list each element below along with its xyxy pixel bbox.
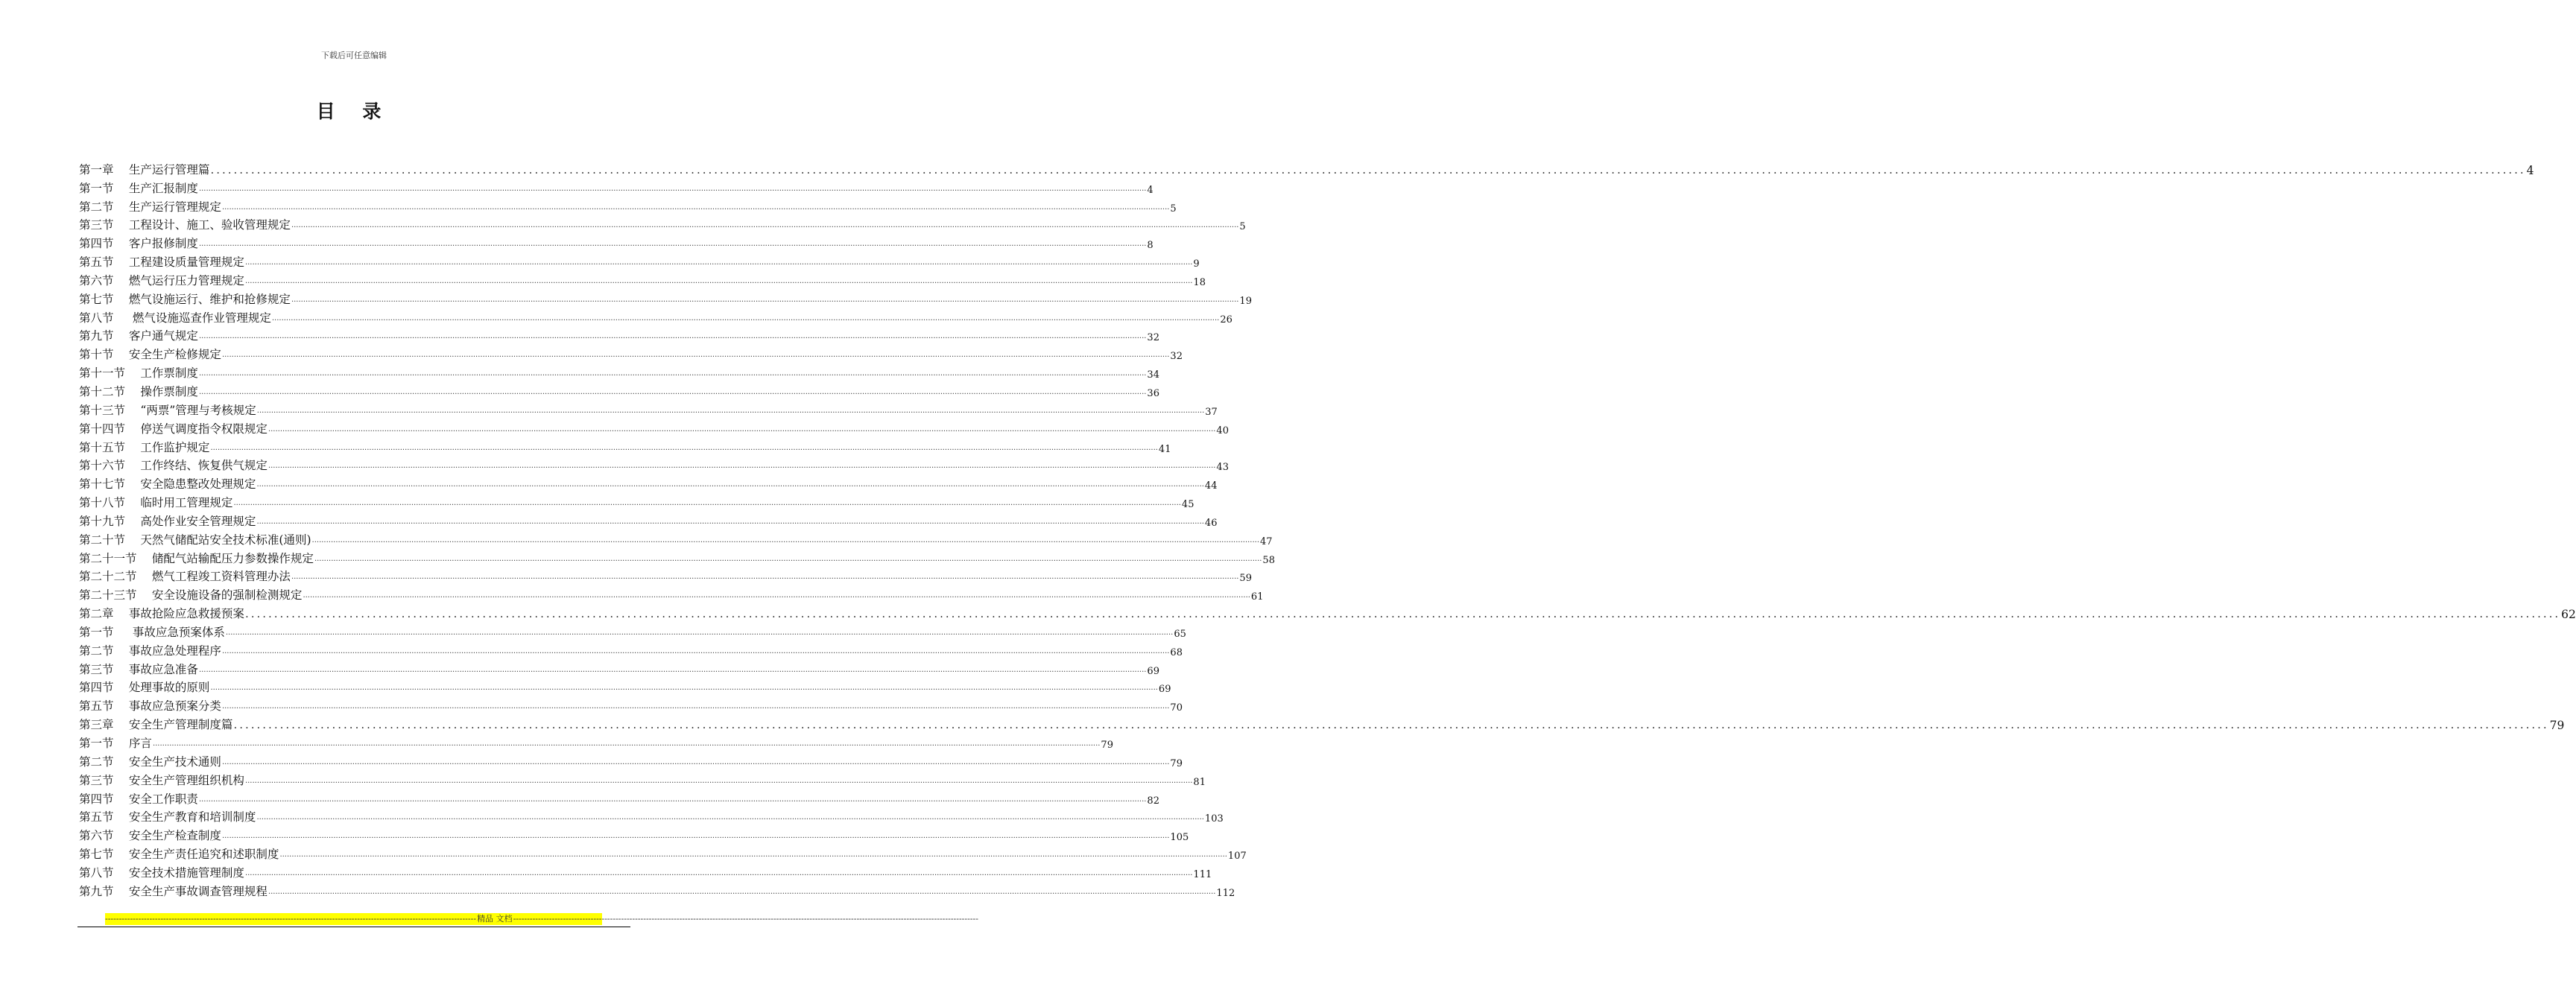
toc-entry-label: 第三节 事故应急准备 <box>79 662 198 676</box>
toc-section-entry[interactable] <box>79 492 1194 511</box>
toc-entry-page-number: 37 <box>1205 406 1218 418</box>
toc-section-entry[interactable] <box>79 529 1273 547</box>
toc-chapter-entry[interactable] <box>79 159 2534 177</box>
toc-leader-dots: ................................................................................................................................................................................................................................................................................................................................................................................................................ <box>268 887 1216 896</box>
toc-entry-page-number: 45 <box>1181 499 1194 511</box>
toc-leader-dots: ................................................................................................................................................................................................................................................................................................................................................................................................................ <box>244 776 1193 785</box>
toc-leader-dots: ................................................................................................................................................................................................................................................................................................................................................................................................................ <box>198 184 1147 193</box>
toc-section-entry[interactable] <box>79 788 1159 807</box>
toc-section-entry[interactable] <box>79 510 1218 529</box>
toc-entry-label: 第十五节 工作监护规定 <box>79 440 210 454</box>
header-note: 下载后可任意编辑 <box>321 51 387 60</box>
toc-section-entry[interactable] <box>79 824 1189 844</box>
toc-entry-label: 第五节 事故应急预案分类 <box>79 699 221 714</box>
toc-section-entry[interactable] <box>79 325 1159 344</box>
toc-entry-label: 第三节 工程设计、施工、验收管理规定 <box>79 218 291 232</box>
toc-leader-dots: ................................................................................................................................................................................................................................................................................................................................................................................................................ <box>210 162 2526 177</box>
toc-entry-label: 第八节 安全技术措施管理制度 <box>79 865 244 880</box>
toc-entry-page-number: 107 <box>1227 851 1247 862</box>
toc-leader-dots: ................................................................................................................................................................................................................................................................................................................................................................................................................ <box>198 665 1147 674</box>
toc-entry-label: 第八节 燃气设施巡查作业管理规定 <box>79 311 271 325</box>
footer-text: 精品 文档 <box>477 914 513 924</box>
toc-entry-page-number: 79 <box>1170 757 1183 769</box>
toc-entry-label: 第六节 安全生产检查制度 <box>79 829 221 843</box>
toc-entry-label: 第一节 序言 <box>79 737 152 750</box>
toc-section-entry[interactable] <box>79 621 1186 640</box>
toc-entry-page-number: 19 <box>1239 295 1252 307</box>
toc-section-entry[interactable] <box>79 658 1159 677</box>
toc-chapter-entry[interactable] <box>79 603 2576 622</box>
toc-entry-label: 第十三节 “两票”管理与考核规定 <box>79 403 256 417</box>
toc-entry-page-number: 8 <box>1147 240 1153 252</box>
toc-entry-page-number: 112 <box>1216 887 1235 899</box>
toc-entry-page-number: 5 <box>1239 221 1246 233</box>
toc-entry-page-number: 47 <box>1260 536 1273 547</box>
toc-leader-dots: ................................................................................................................................................................................................................................................................................................................................................................................................................ <box>221 646 1170 655</box>
toc-entry-label: 第十节 安全生产检修规定 <box>79 348 221 362</box>
toc-leader-dots: ................................................................................................................................................................................................................................................................................................................................................................................................................ <box>311 536 1260 544</box>
toc-entry-page-number: 105 <box>1170 832 1189 844</box>
footer-banner <box>105 913 978 925</box>
toc-section-entry[interactable] <box>79 566 1252 585</box>
toc-entry-page-number: 68 <box>1170 646 1183 658</box>
toc-entry-page-number: 69 <box>1158 684 1171 696</box>
toc-entry-page-number: 69 <box>1147 665 1159 677</box>
toc-entry-label: 第二十二节 燃气工程竣工资料管理办法 <box>79 570 291 584</box>
toc-entry-page-number: 4 <box>2526 163 2534 177</box>
toc-entry-page-number: 82 <box>1147 795 1159 807</box>
page-title: 目 录 <box>316 101 392 122</box>
toc-entry-label: 第二十一节 储配气站输配压力参数操作规定 <box>79 551 314 565</box>
toc-leader-dots: ................................................................................................................................................................................................................................................................................................................................................................................................................ <box>244 258 1193 267</box>
toc-entry-page-number: 26 <box>1220 314 1232 325</box>
toc-section-entry[interactable] <box>79 362 1159 381</box>
toc-entry-page-number: 70 <box>1170 702 1183 714</box>
toc-leader-dots: ................................................................................................................................................................................................................................................................................................................................................................................................................ <box>256 813 1204 822</box>
toc-section-entry[interactable] <box>79 584 1264 603</box>
toc-entry-label: 第五节 安全生产教育和培训制度 <box>79 810 256 824</box>
toc-leader-dots: ................................................................................................................................................................................................................................................................................................................................................................................................................ <box>198 369 1147 378</box>
toc-entry-page-number: 46 <box>1204 517 1218 529</box>
toc-leader-dots: ................................................................................................................................................................................................................................................................................................................................................................................................................ <box>198 387 1147 396</box>
toc-leader-dots: ................................................................................................................................................................................................................................................................................................................................................................................................................ <box>291 295 1239 304</box>
toc-leader-dots: ................................................................................................................................................................................................................................................................................................................................................................................................................ <box>279 851 1227 859</box>
toc-entry-label: 第三章 安全生产管理制度篇 <box>79 718 233 732</box>
toc-leader-dots: ................................................................................................................................................................................................................................................................................................................................................................................................................ <box>221 203 1170 212</box>
toc-entry-label: 第十七节 安全隐患整改处理规定 <box>79 477 256 492</box>
toc-leader-dots: ................................................................................................................................................................................................................................................................................................................................................................................................................ <box>210 684 1158 693</box>
toc-section-entry[interactable] <box>79 769 1206 788</box>
toc-section-entry[interactable] <box>79 880 1235 899</box>
toc-entry-page-number: 62 <box>2561 608 2576 622</box>
toc-leader-dots: ................................................................................................................................................................................................................................................................................................................................................................................................................ <box>256 406 1205 415</box>
toc-section-entry[interactable] <box>79 732 1113 751</box>
toc-entry-page-number: 5 <box>1170 203 1177 214</box>
toc-entry-page-number: 79 <box>2549 719 2565 733</box>
toc-leader-dots: ................................................................................................................................................................................................................................................................................................................................................................................................................ <box>152 740 1101 748</box>
footer-dashes-right: ------------------------------------------------------------------------------------------------------------------------------------------------------------------------ <box>513 914 978 924</box>
toc-entry-label: 第四节 客户报修制度 <box>79 237 198 251</box>
toc-entry-label: 第九节 客户通气规定 <box>79 329 198 343</box>
footer-dashes-left: -------------------------------------------------------------------------------------------------------------------------------------- <box>105 914 477 924</box>
toc-entry-label: 第二章 事故抢险应急救援预案 <box>79 607 244 621</box>
toc-entry-label: 第七节 安全生产责任追究和述职制度 <box>79 848 279 862</box>
toc-section-entry[interactable] <box>79 843 1247 862</box>
toc-leader-dots: ................................................................................................................................................................................................................................................................................................................................................................................................................ <box>233 718 2549 732</box>
toc-entry-label: 第一章 生产运行管理篇 <box>79 162 210 177</box>
toc-section-entry[interactable] <box>79 177 1153 196</box>
toc-entry-page-number: 103 <box>1204 813 1224 825</box>
toc-leader-dots: ................................................................................................................................................................................................................................................................................................................................................................................................................ <box>271 314 1220 322</box>
toc-leader-dots: ................................................................................................................................................................................................................................................................................................................................................................................................................ <box>233 499 1181 508</box>
toc-entry-page-number: 111 <box>1193 868 1212 880</box>
toc-entry-label: 第六节 燃气运行压力管理规定 <box>79 273 244 287</box>
toc-leader-dots: ................................................................................................................................................................................................................................................................................................................................................................................................................ <box>314 554 1262 563</box>
toc-section-entry[interactable] <box>79 640 1183 658</box>
toc-entry-page-number: 32 <box>1147 332 1159 344</box>
toc-entry-page-number: 43 <box>1216 462 1229 474</box>
toc-entry-page-number: 58 <box>1262 554 1275 566</box>
toc-entry-label: 第一节 事故应急预案体系 <box>79 625 225 639</box>
toc-leader-dots: ................................................................................................................................................................................................................................................................................................................................................................................................................ <box>268 425 1216 433</box>
toc-entry-page-number: 65 <box>1174 628 1186 640</box>
toc-section-entry[interactable] <box>79 677 1171 696</box>
toc-entry-page-number: 36 <box>1147 387 1159 399</box>
toc-leader-dots: ................................................................................................................................................................................................................................................................................................................................................................................................................ <box>244 868 1193 877</box>
toc-entry-label: 第十九节 高处作业安全管理规定 <box>79 514 256 528</box>
table-of-contents <box>79 159 2576 899</box>
toc-chapter-entry[interactable] <box>79 714 2565 733</box>
toc-section-entry[interactable] <box>79 807 1224 825</box>
toc-section-entry[interactable] <box>79 307 1232 325</box>
toc-leader-dots: ................................................................................................................................................................................................................................................................................................................................................................................................................ <box>291 221 1239 230</box>
toc-entry-page-number: 40 <box>1216 425 1229 436</box>
toc-leader-dots: ................................................................................................................................................................................................................................................................................................................................................................................................................ <box>210 443 1158 452</box>
toc-section-entry[interactable] <box>79 751 1183 769</box>
toc-entry-page-number: 4 <box>1147 184 1153 196</box>
toc-leader-dots: ................................................................................................................................................................................................................................................................................................................................................................................................................ <box>221 832 1170 841</box>
toc-entry-label: 第四节 处理事故的原则 <box>79 681 210 695</box>
toc-leader-dots: ................................................................................................................................................................................................................................................................................................................................................................................................................ <box>244 607 2561 621</box>
toc-entry-label: 第二十节 天然气储配站安全技术标准(通则) <box>79 533 311 547</box>
toc-section-entry[interactable] <box>79 381 1159 399</box>
toc-section-entry[interactable] <box>79 196 1177 214</box>
toc-leader-dots: ................................................................................................................................................................................................................................................................................................................................................................................................................ <box>221 702 1170 711</box>
toc-entry-page-number: 32 <box>1170 351 1183 363</box>
toc-section-entry[interactable] <box>79 343 1183 363</box>
toc-entry-page-number: 34 <box>1147 369 1159 381</box>
toc-entry-label: 第二节 安全生产技术通则 <box>79 754 221 769</box>
toc-entry-label: 第十六节 工作终结、恢复供气规定 <box>79 459 268 473</box>
toc-section-entry[interactable] <box>79 547 1275 566</box>
toc-leader-dots: ................................................................................................................................................................................................................................................................................................................................................................................................................ <box>291 573 1239 582</box>
toc-section-entry[interactable] <box>79 695 1183 714</box>
toc-leader-dots: ................................................................................................................................................................................................................................................................................................................................................................................................................ <box>198 332 1147 341</box>
toc-entry-label: 第十四节 停送气调度指令权限规定 <box>79 422 268 436</box>
toc-entry-label: 第九节 安全生产事故调查管理规程 <box>79 884 268 898</box>
toc-entry-page-number: 61 <box>1250 591 1264 603</box>
toc-leader-dots: ................................................................................................................................................................................................................................................................................................................................................................................................................ <box>198 795 1147 804</box>
toc-section-entry[interactable] <box>79 399 1218 418</box>
toc-leader-dots: ................................................................................................................................................................................................................................................................................................................................................................................................................ <box>268 462 1216 471</box>
toc-section-entry[interactable] <box>79 436 1171 455</box>
toc-leader-dots: ................................................................................................................................................................................................................................................................................................................................................................................................................ <box>221 757 1170 766</box>
toc-section-entry[interactable] <box>79 214 1246 233</box>
toc-entry-page-number: 59 <box>1239 573 1252 585</box>
toc-entry-label: 第二节 事故应急处理程序 <box>79 644 221 658</box>
toc-entry-page-number: 44 <box>1204 480 1218 492</box>
toc-section-entry[interactable] <box>79 288 1252 307</box>
toc-entry-label: 第四节 安全工作职责 <box>79 792 198 806</box>
toc-entry-label: 第二节 生产运行管理规定 <box>79 200 221 214</box>
toc-section-entry[interactable] <box>79 455 1229 474</box>
toc-entry-label: 第二十三节 安全设施设备的强制检测规定 <box>79 588 303 603</box>
toc-entry-label: 第一节 生产汇报制度 <box>79 181 198 195</box>
toc-entry-label: 第五节 工程建设质量管理规定 <box>79 255 244 270</box>
toc-leader-dots: ................................................................................................................................................................................................................................................................................................................................................................................................................ <box>303 591 1250 600</box>
toc-entry-page-number: 41 <box>1158 443 1171 455</box>
toc-section-entry[interactable] <box>79 862 1212 880</box>
toc-section-entry[interactable] <box>79 270 1206 288</box>
toc-entry-page-number: 18 <box>1193 276 1206 288</box>
toc-entry-page-number: 9 <box>1193 258 1200 270</box>
toc-leader-dots: ................................................................................................................................................................................................................................................................................................................................................................................................................ <box>256 480 1204 489</box>
toc-entry-label: 第三节 安全生产管理组织机构 <box>79 773 244 787</box>
toc-section-entry[interactable] <box>79 418 1229 436</box>
toc-leader-dots: ................................................................................................................................................................................................................................................................................................................................................................................................................ <box>225 628 1174 637</box>
toc-leader-dots: ................................................................................................................................................................................................................................................................................................................................................................................................................ <box>256 517 1204 526</box>
toc-section-entry[interactable] <box>79 232 1153 252</box>
toc-entry-page-number: 81 <box>1193 776 1206 788</box>
toc-section-entry[interactable] <box>79 473 1218 492</box>
toc-entry-label: 第十八节 临时用工管理规定 <box>79 496 233 510</box>
toc-leader-dots: ................................................................................................................................................................................................................................................................................................................................................................................................................ <box>221 351 1170 360</box>
toc-leader-dots: ................................................................................................................................................................................................................................................................................................................................................................................................................ <box>244 276 1193 285</box>
toc-entry-page-number: 79 <box>1101 740 1113 751</box>
toc-entry-label: 第七节 燃气设施运行、维护和抢修规定 <box>79 292 291 306</box>
toc-leader-dots: ................................................................................................................................................................................................................................................................................................................................................................................................................ <box>198 240 1147 249</box>
toc-entry-label: 第十一节 工作票制度 <box>79 366 198 381</box>
toc-section-entry[interactable] <box>79 251 1200 270</box>
toc-entry-label: 第十二节 操作票制度 <box>79 384 198 398</box>
